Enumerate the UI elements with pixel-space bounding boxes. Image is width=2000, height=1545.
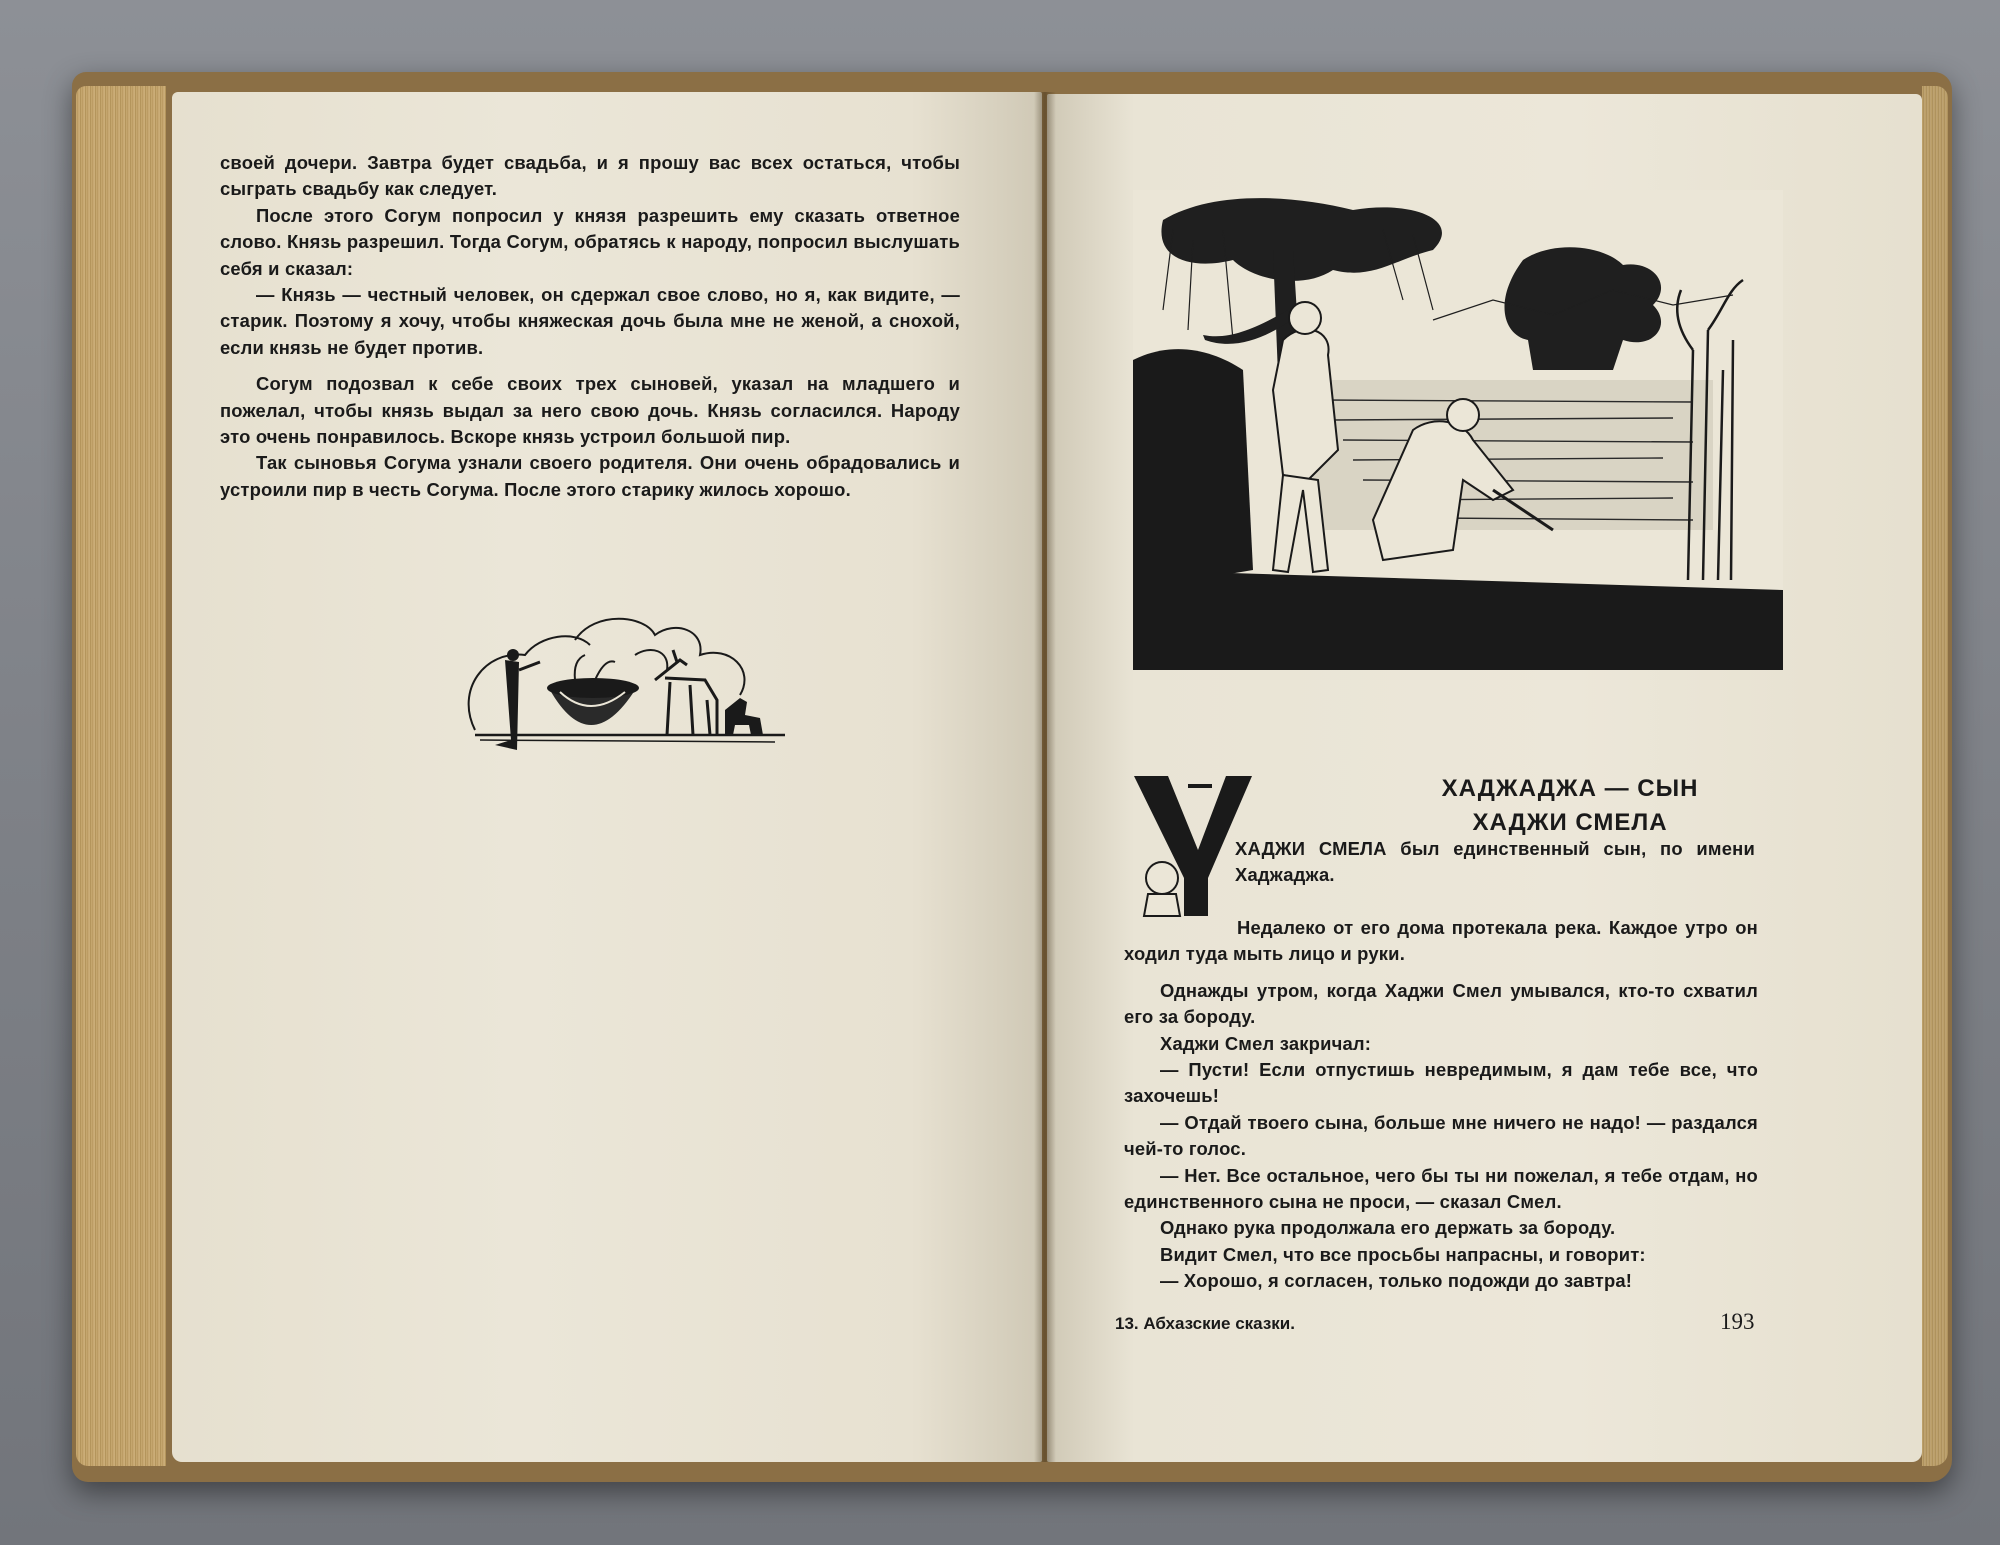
right-paragraph-1: Недалеко от его дома протекала река. Каждое утро он ходил туда мыть лицо и руки. [1124,917,1758,965]
story-title-line-2: ХАДЖИ СМЕЛА [1472,809,1668,836]
story-opening-rest: был единственный сын, по имени Хаджаджа. [1235,838,1755,886]
story-title [1345,772,1795,840]
story-title-line-1: ХАДЖАДЖА — СЫН [1441,775,1699,802]
right-paragraph-8: Видит Смел, что все просьбы напрасны, и говорит: [1160,1243,1646,1265]
left-paragraph-5: Так сыновья Согума узнали своего родителя. Они очень обрадовались и устроили пир в честь Согума. После этого старику жилось хорошо. [220,452,960,500]
right-paragraph-3: Хаджи Смел закричал: [1160,1032,1372,1054]
right-paragraph-4: — Пусти! Если отпустишь невредимым, я дам тебе все, что захочешь! [1124,1059,1758,1107]
right-page-text [1124,915,1758,1295]
right-paragraph-9: — Хорошо, я согласен, только подожди до завтра! [1160,1270,1633,1292]
story-opening [1235,836,1755,889]
left-paragraph-1: своей дочери. Завтра будет свадьба, и я прошу вас всех остаться, чтобы сыграть свадьбу как следует. [220,152,960,200]
left-paragraph-2: После этого Согум попросил у князя разрешить ему сказать ответное слово. Князь разрешил. Тогда Согум, обратясь к народу, попросил выслушать себя и сказал: [220,204,960,279]
cauldron-horses-vignette [455,600,795,765]
signature-mark: 13. Абхазские сказки. [1115,1314,1295,1333]
left-paragraph-3: — Князь — честный человек, он сдержал свое слово, но я, как видите, — старик. Поэтому я хочу, чтобы княжеская дочь была мне не женой, а снохой, если князь не будет против. [220,284,960,358]
right-paragraph-6: — Нет. Все остальное, чего бы ты ни пожелал, я тебе отдам, но единственного сына не проси, — сказал Смел. [1124,1164,1758,1213]
book-gutter [1034,92,1056,1462]
page-number: 193 [1720,1309,1755,1334]
left-paragraph-4: Согум подозвал к себе своих трех сыновей, указал на младшего и пожелал, чтобы князь выдал за него свою дочь. Князь согласился. Народу это очень понравилось. Вскоре князь устроил большой пир. [220,373,960,448]
right-paragraph-7: Однако рука продолжала его держать за бороду. [1160,1217,1616,1239]
page-edges-left [76,86,166,1466]
right-paragraph-5: — Отдай твоего сына, больше мне ничего не надо! — раздался чей-то голос. [1124,1111,1758,1160]
story-opening-lead: ХАДЖИ СМЕЛА [1235,838,1387,859]
right-paragraph-2: Однажды утром, когда Хаджи Смел умывался, кто-то схватил его за бороду. [1124,979,1758,1028]
page-edges-right [1922,86,1948,1466]
left-page-text [220,150,960,503]
river-scene-illustration [1133,190,1783,670]
